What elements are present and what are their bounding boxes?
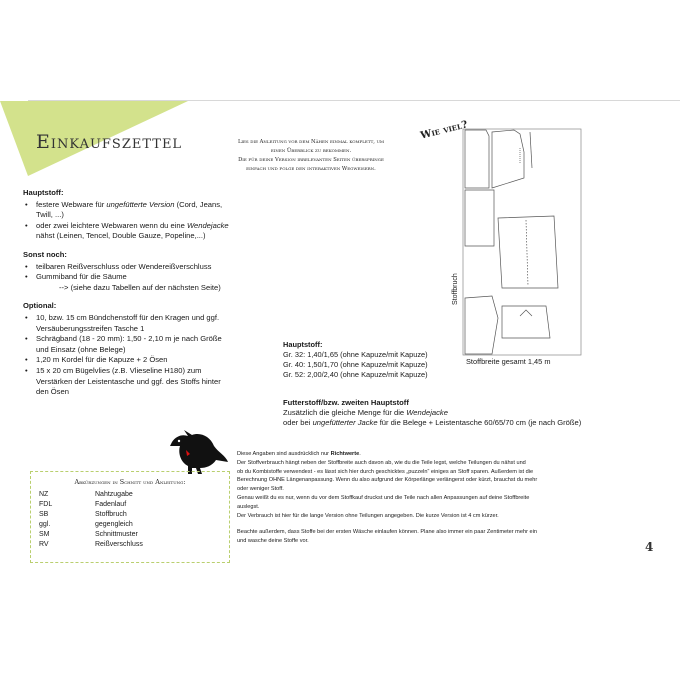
abbreviations-box (30, 471, 230, 563)
header-divider (28, 100, 680, 101)
fabric-width-label: Stoffbreite gesamt 1,45 m (466, 357, 551, 366)
list-item (23, 366, 273, 398)
size-row: Gr. 32: 1,40/1,65 (ohne Kapuze/mit Kapuze) (283, 350, 428, 359)
abbreviation-value: Fadenlauf (95, 501, 127, 508)
list-item: • teilbaren Reißverschluss oder Wendereißverschluss (23, 262, 273, 273)
lining-fabric-section (283, 398, 673, 428)
note-line: auslegst. (237, 503, 260, 510)
size-row: Gr. 52: 2,00/2,40 (ohne Kapuze/mit Kapuze) (283, 370, 428, 379)
other-items-section (23, 250, 273, 293)
main-fabric-heading: Hauptstoff: (23, 188, 64, 197)
intro-line: Die für deine Version irrelevanten Seiten überspringe (238, 157, 384, 163)
abbreviation-key: NZ (39, 491, 49, 498)
note-line (237, 450, 647, 459)
list-item: • Gummiband für die Säume (23, 272, 273, 283)
abbreviation-value: Schnittmuster (95, 531, 138, 538)
pattern-layout-diagram (462, 128, 582, 356)
main-fabric-sizes (283, 340, 428, 380)
note-line: Berechnung OHNE Längenanpassung. Wenn du also aufgrund der Körperlänge verlängerst oder kürzt, brauchst du mehr (237, 477, 538, 484)
item-text: 10, bzw. 15 cm Bündchenstoff für den Kragen und ggf. (36, 312, 220, 322)
lining-line (283, 408, 673, 418)
lining-line (283, 418, 673, 428)
abbreviation-row (39, 490, 221, 500)
note-line: ob du Kombistoffe verwendest - es lässt sich hier durch geschicktes „puzzeln“ einiges an Stoff sparen. Außerdem ist die (237, 468, 534, 475)
page-title: Einkaufszettel (36, 131, 183, 153)
page-number: 4 (645, 540, 654, 554)
note-line: und wasche deine Stoffe vor. (237, 538, 309, 545)
other-items-heading: Sonst noch: (23, 249, 67, 259)
wie-viel-heading: Wie viel? (419, 119, 469, 142)
abbreviation-key: SB (39, 511, 49, 518)
shopping-list-column (23, 188, 273, 406)
line-text: Zusätzlich die gleiche Menge für die (283, 408, 407, 417)
list-item (23, 200, 273, 221)
optional-section (23, 301, 273, 397)
abbreviation-row (39, 530, 221, 540)
list-item (23, 334, 273, 355)
note-line: Der Stoffverbrauch hängt neben der Stoffbreite auch davon ab, wie du die Teile legst, welche Teilungen du nähst und (237, 459, 526, 466)
abbreviation-key: FDL (39, 501, 53, 508)
abbreviation-key: ggl. (39, 521, 51, 528)
abbreviation-value: gegengleich (95, 521, 133, 528)
crow-illustration (166, 428, 230, 474)
item-emphasis: ungefütterte Version (106, 199, 175, 209)
item-text: oder zwei leichtere Webwaren wenn du eine (36, 220, 187, 230)
note-text: Diese Angaben sind ausdrücklich nur (237, 451, 331, 457)
abbreviation-value: Stoffbruch (95, 511, 127, 518)
list-item: • 1,20 m Kordel für die Kapuze + 2 Ösen (23, 355, 273, 366)
abbreviation-row (39, 520, 221, 530)
line-text: oder bei (283, 418, 313, 427)
main-fabric-section (23, 188, 273, 242)
abbreviation-value: Nahtzugabe (95, 491, 133, 498)
intro-note (218, 138, 404, 174)
list-item (23, 313, 273, 334)
note-line: oder weniger Stoff. (237, 486, 284, 493)
item-emphasis: Wendejacke (186, 220, 229, 230)
line-emphasis: ungefütterter Jacke (312, 418, 378, 427)
item-text: 15 x 20 cm Bügelvlies (z.B. Vlieseline H180) zum (36, 365, 202, 375)
item-text: den Ösen (36, 387, 69, 397)
note-line: Beachte außerdem, dass Stoffe bei der ersten Wäsche einlaufen können. Plane also immer ein paar Zentimeter mehr ein (237, 529, 537, 536)
size-row: Gr. 40: 1,50/1,70 (ohne Kapuze/mit Kapuze) (283, 360, 428, 369)
note-line: Genau weißt du es nur, wenn du vor dem Stoffkauf druckst und die Teile nach allen Anpassungen auf deine Stoffbreite (237, 494, 530, 501)
intro-line: Lies die Anleitung vor dem Nähen einmal komplett, um (237, 139, 385, 145)
fold-label: Stoffbruch (452, 273, 459, 305)
abbreviation-key: SM (39, 531, 50, 538)
line-emphasis: Wendejacke (406, 408, 448, 417)
sub-note: --> (siehe dazu Tabellen auf der nächsten Seite) (59, 282, 221, 292)
lining-heading: Futterstoff/bzw. zweiten Hauptstoff (283, 398, 409, 407)
item-text: (Cord, Jeans, (174, 199, 223, 209)
abbreviation-key: RV (39, 541, 49, 548)
abbreviation-value: Reißverschluss (95, 541, 143, 548)
note-line: Der Verbrauch ist hier für die lange Version ohne Teilungen angegeben. Die kurze Version ist 4 cm kürzer. (237, 512, 499, 519)
abbreviation-row (39, 510, 221, 520)
abbreviation-row (39, 540, 221, 550)
intro-line: einfach und folge den interaktiven Wegweisern. (246, 166, 376, 172)
note-text: . (359, 451, 361, 457)
item-text: festere Webware für (36, 199, 107, 209)
item-text: und Einsatz (ohne Belege) (36, 344, 126, 354)
intro-line: einen Überblick zu bekommen. (270, 148, 352, 154)
item-text: nähst (Leinen, Tencel, Double Gauze, Popeline,...) (36, 231, 206, 241)
note-bold: Richtwerte (330, 451, 360, 457)
item-text: Versäuberungsstreifen Tasche 1 (36, 323, 145, 333)
list-item (23, 221, 273, 242)
abbreviations-title: Abkürzungen in Schnitt und Anleitung: (74, 478, 186, 486)
item-text: Twill, ...) (36, 210, 64, 220)
sizes-heading: Hauptstoff: (283, 340, 323, 349)
item-text: Schrägband (18 - 20 mm): 1,50 - 2,10 m je nach Größe (36, 334, 222, 344)
abbreviation-row (39, 500, 221, 510)
line-text: für die Belege + Leistentasche 60/65/70 cm (je nach Größe) (377, 418, 582, 427)
notes-section (237, 450, 647, 546)
optional-heading: Optional: (23, 301, 57, 311)
item-text: Verstärken der Leistentasche und ggf. des Stoffs hinter (36, 376, 221, 386)
